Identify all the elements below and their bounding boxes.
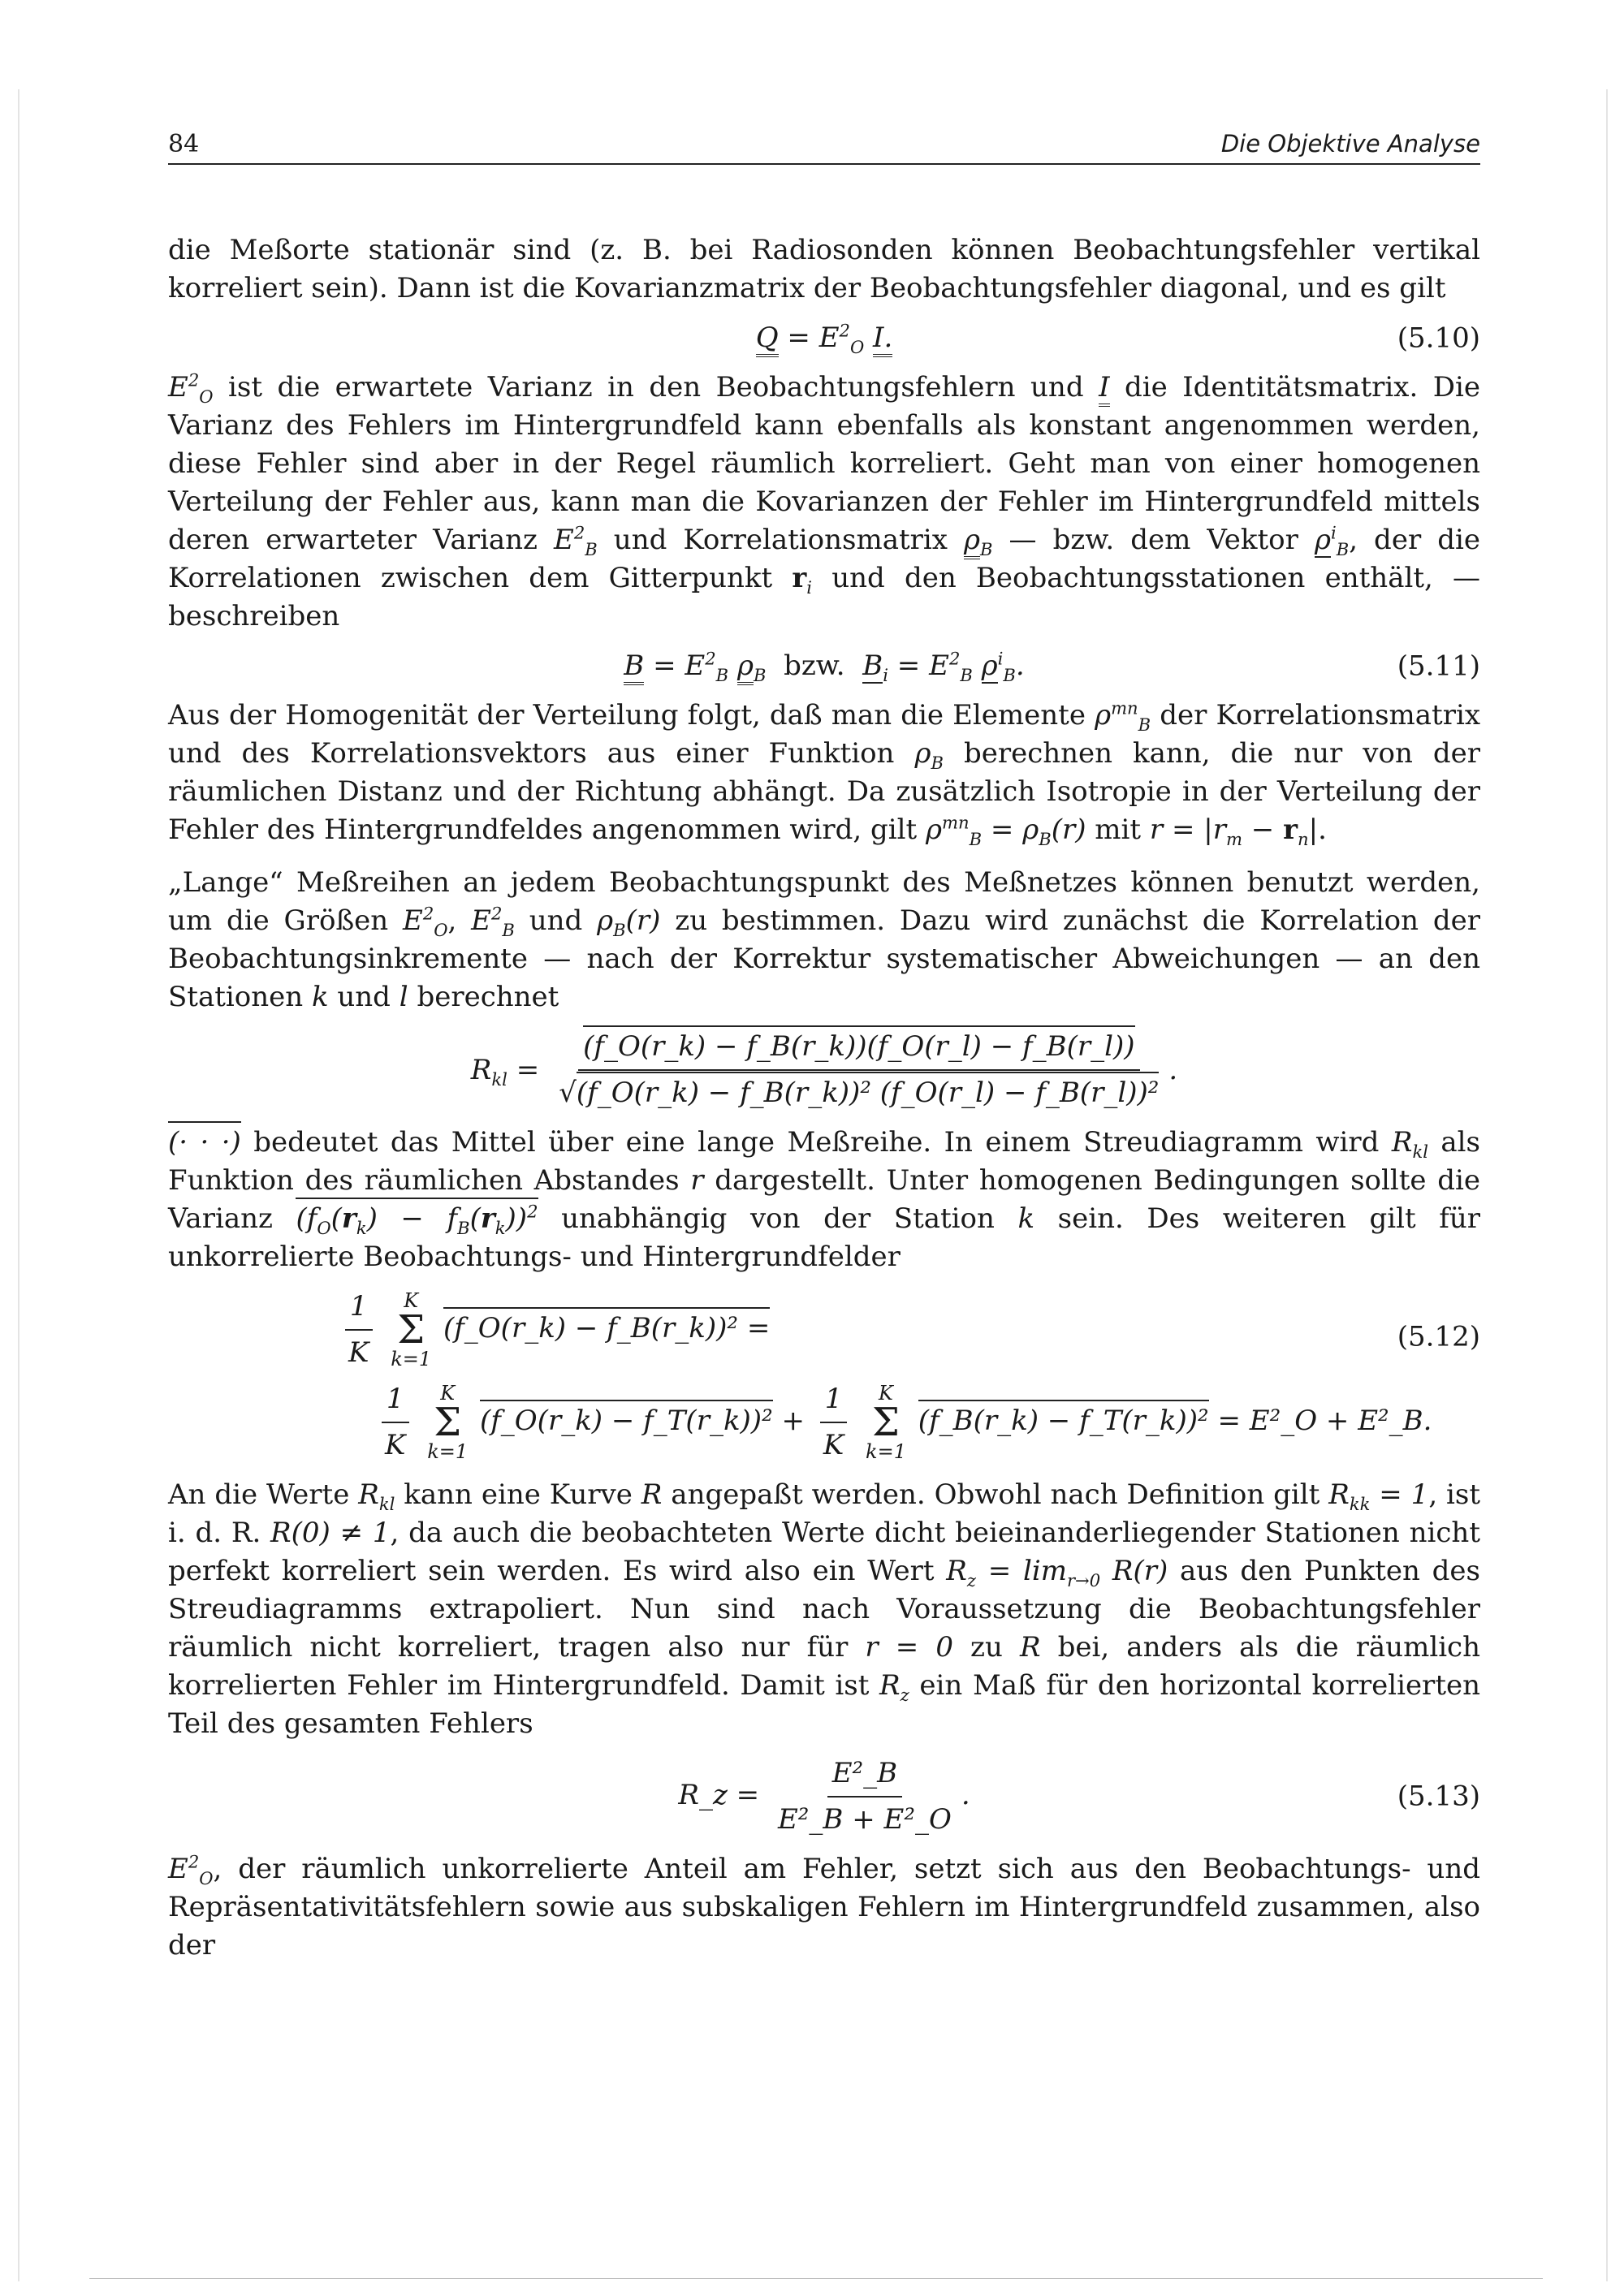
paragraph-7: $E^2_O$, der räumlich unkorrelierte Anteil am Fehler, setzt sich aus den Beobachtungs- und Repräsentativitätsfehlern sowie aus subskaligen Fehlern im Hintergrundfeld zusammen, also der (168, 1851, 1480, 1962)
text-body (168, 231, 1480, 1965)
equation-5-10: $Q = E^2_O$ I. (5.10) (755, 320, 1480, 357)
equation-5-11: $B = E^2_B$ $\rho_B$ bzw. $B_i = E^2_B$ $\rho^i_B$. (5.11) (624, 648, 1480, 685)
equation-number: (5.13) (1397, 1780, 1480, 1813)
scan-edge-right (1606, 89, 1608, 2281)
scan-edge-left (18, 89, 19, 2281)
equation-5-13: R_z = $\frac{\text{E²\_B}}{\text{E²\_B + E²\_O}}$ . (5.13) (168, 1754, 1480, 1839)
equation-number: (5.10) (1397, 322, 1480, 354)
equation-5-12: $\frac{1}{K}$ K Σ k=1 (f_O(r_k) − f_B(r_k))² = $\frac{1}{K}$ K Σ k=1 (f_O(r_k) − f_T(r_k))² + $\frac{1}{K}$ K Σ k=1 (f_B(r_k) − f_T(r_k))² = E²_O + E²_B. (5.12) (168, 1288, 1480, 1465)
paragraph-4: „Lange“ Meßreihen an jedem Beobachtungspunkt des Meßnetzes können benutzt werden, um die Größen $E^2_O$, $E^2_B$ und $\rho_B(r)$ zu bestimmen. Dazu wird zunächst die Korrelation der Beobachtungsinkremente — nach der Korrektur systematischer Abweichungen — an den Stationen k und l berechnet (168, 866, 1480, 1013)
equation-number: (5.11) (1397, 650, 1480, 682)
paragraph-1: die Meßorte stationär sind (z. B. bei Radiosonden können Beobachtungsfehler vertikal korreliert sein). Dann ist die Kovarianzmatrix der Beobachtungsfehler diagonal, und es gilt (168, 234, 1480, 304)
paragraph-2: $E^2_O$ ist die erwartete Varianz in den Beobachtungsfehlern und I die Identitätsmatrix. Die Varianz des Fehlers im Hintergrundfeld kann ebenfalls als konstant angenommen werden, diese Fehler sind aber in der Regel räumlich korreliert. Geht man von einer homogenen Verteilung der Fehler aus, kann man die Kovarianzen der Fehler im Hintergrundfeld mittels deren erwarteter Varianz $E^2_B$ und Korrelationsmatrix $\rho_B$ — bzw. dem Vektor $\rho^i_B$, der die Korrelationen zwischen dem Gitterpunkt $r_i$ und den Beobachtungsstationen enthält, — beschreiben (168, 369, 1480, 632)
page-header (168, 130, 1480, 165)
bottom-scan-line (89, 2278, 1543, 2279)
paragraph-3: Aus der Homogenität der Verteilung folgt, daß man die Elemente $\rho^{mn}_B$ der Korrelationsmatrix und des Korrelationsvektors aus einer Funktion $\rho_B$ berechnen kann, die nur von der räumlichen Distanz und der Richtung abhängt. Da zusätzlich Isotropie in der Verteilung der Fehler des Hintergrundfeldes angenommen wird, gilt $\rho^{mn}_B = \rho_B(r)$ mit $r = |r_m - r_n|$. (168, 697, 1481, 849)
paragraph-5: (· · ·) bedeutet das Mittel über eine lange Meßreihe. In einem Streudiagramm wird $R_{kl}$ als Funktion des räumlichen Abstandes r dargestellt. Unter homogenen Bedingungen sollte die Varianz $(f_O(r_k) - f_B(r_k))^2$ unabhängig von der Station k sein. Des weiteren gilt für unkorrelierte Beobachtungs- und Hintergrundfelder (168, 1124, 1480, 1276)
running-title: Die Objektive Analyse (1220, 130, 1480, 158)
equation-number: (5.12) (1397, 1320, 1480, 1353)
paragraph-6: An die Werte $R_{kl}$ kann eine Kurve R angepaßt werden. Obwohl nach Definition gilt $R_{kk} = 1$, ist i. d. R. R(0) ≠ 1, da auch die beobachteten Werte dicht beieinanderliegender Stationen nicht perfekt korreliert sein werden. Es wird also ein Wert $R_z = \lim_{r\to 0} R(r)$ aus den Punkten des Streudiagramms extrapoliert. Nun sind nach Voraussetzung die Beobachtungsfehler räumlich nicht korreliert, tragen also nur für r = 0 zu R bei, anders als die räumlich korrelierten Fehler im Hintergrundfeld. Damit ist $R_z$ ein Maß für den horizontal korrelierten Teil des gesamten Fehlers (168, 1478, 1481, 1740)
page-number: 84 (168, 130, 200, 158)
equation-correlation: $R_{kl}$ = $\frac{(f\_O(r\_k) - f\_B(r\_k))(f\_O(r\_l) - f\_B(r\_l))}{\text{√(f\_O(r\_k) − f\_B(r\_k))² (f\_O(r\_l) − f\_B(r\_l))²}}$ . (168, 1028, 1480, 1112)
